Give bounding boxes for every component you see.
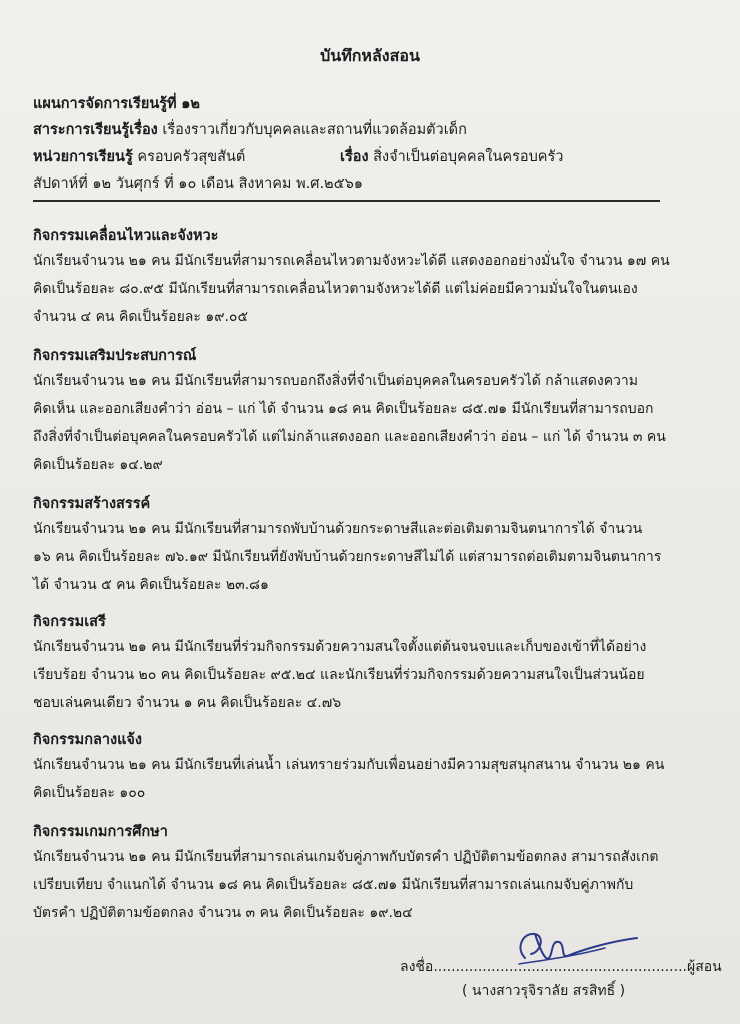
signer-name: ( นางสาวรุจิราลัย สรสิทธิ์ ) bbox=[462, 983, 626, 999]
section-heading: กิจกรรมกลางแจ้ง bbox=[33, 732, 142, 748]
section-line: นักเรียนจำนวน ๒๑ คน มีนักเรียนที่สามารถเล่นเกมจับคู่ภาพกับบัตรคำ ปฏิบัติตามข้อตกลง สามารถสังเกต bbox=[33, 849, 659, 865]
topic-row bbox=[340, 145, 563, 168]
section-line: ชอบเล่นคนเดียว จำนวน ๑ คน คิดเป็นร้อยละ ๔.๗๖ bbox=[33, 695, 342, 711]
subject-value: เรื่องราวเกี่ยวกับบุคคลและสถานที่แวดล้อมตัวเด็ก bbox=[162, 122, 467, 138]
section-line: นักเรียนจำนวน ๒๑ คน มีนักเรียนที่สามารถเคลื่อนไหวตามจังหวะได้ดี แสดงออกอย่างมั่นใจ จำนวน ๑๗ คน bbox=[33, 253, 670, 269]
section-line: นักเรียนจำนวน ๒๑ คน มีนักเรียนที่สามารถพับบ้านด้วยกระดาษสีและต่อเติมตามจินตนาการได้ จำนวน bbox=[33, 521, 643, 537]
section-line: ๑๖ คน คิดเป็นร้อยละ ๗๖.๑๙ มีนักเรียนที่ยังพับบ้านด้วยกระดาษสีไม่ได้ แต่สามารถต่อเติมตามจินตนาการ bbox=[33, 549, 662, 565]
subject-label: สาระการเรียนรู้เรื่อง bbox=[33, 122, 158, 138]
section-line: นักเรียนจำนวน ๒๑ คน มีนักเรียนที่ร่วมกิจกรรมด้วยความสนใจตั้งแต่ต้นจนจบและเก็บของเข้าที่ได้อย่าง bbox=[33, 639, 647, 655]
section-heading: กิจกรรมเสริมประสบการณ์ bbox=[33, 348, 197, 364]
section-line: จำนวน ๔ คน คิดเป็นร้อยละ ๑๙.๐๕ bbox=[33, 309, 249, 325]
section-line: เรียบร้อย จำนวน ๒๐ คน คิดเป็นร้อยละ ๙๕.๒๔ และนักเรียนที่ร่วมกิจกรรมด้วยความสนใจเป็นส่วนน้อย bbox=[33, 667, 645, 683]
section-heading: กิจกรรมเสรี bbox=[33, 614, 106, 630]
section-line: บัตรคำ ปฏิบัติตามข้อตกลง จำนวน ๓ คน คิดเป็นร้อยละ ๑๙.๒๔ bbox=[33, 905, 413, 921]
subject-row bbox=[33, 118, 467, 141]
section-line: นักเรียนจำนวน ๒๑ คน มีนักเรียนที่สามารถบอกถึงสิ่งที่จำเป็นต่อบุคคลในครอบครัวได้ กล้าแสดงความ bbox=[33, 373, 639, 389]
section-line: คิดเป็นร้อยละ ๘๐.๙๕ มีนักเรียนที่สามารถเคลื่อนไหวตามจังหวะได้ดี แต่ไม่ค่อยมีความมั่นใจในตนเอง bbox=[33, 281, 638, 297]
header-divider bbox=[33, 200, 660, 202]
week-date-line: สัปดาห์ที่ ๑๒ วันศุกร์ ที่ ๑๐ เดือน สิงหาคม พ.ศ.๒๕๖๑ bbox=[33, 176, 363, 192]
topic-label: เรื่อง bbox=[340, 149, 369, 165]
section-line: คิดเห็น และออกเสียงคำว่า อ่อน – แก่ ได้ จำนวน ๑๘ คน คิดเป็นร้อยละ ๘๕.๗๑ มีนักเรียนที่สามารถบอก bbox=[33, 401, 654, 417]
section-line: คิดเป็นร้อยละ ๑๔.๒๙ bbox=[33, 457, 163, 473]
section-heading: กิจกรรมสร้างสรรค์ bbox=[33, 496, 151, 512]
section-line: ถึงสิ่งที่จำเป็นต่อบุคคลในครอบครัวได้ แต่ไม่กล้าแสดงออก และออกเสียงคำว่า อ่อน – แก่ ได้ จำนวน ๓ คน bbox=[33, 429, 666, 445]
topic-value: สิ่งจำเป็นต่อบุคคลในครอบครัว bbox=[373, 149, 564, 165]
lesson-plan-number: ๑๒ bbox=[181, 96, 200, 112]
section-line: ได้ จำนวน ๕ คน คิดเป็นร้อยละ ๒๓.๘๑ bbox=[33, 577, 269, 593]
document-title: บันทึกหลังสอน bbox=[320, 46, 420, 65]
lesson-plan-row bbox=[33, 92, 200, 115]
unit-label: หน่วยการเรียนรู้ bbox=[33, 149, 133, 165]
signature-line: ลงชื่อ.........................................................ผู้สอน bbox=[400, 959, 722, 975]
unit-value: ครอบครัวสุขสันต์ bbox=[137, 149, 246, 165]
section-line: คิดเป็นร้อยละ ๑๐๐ bbox=[33, 785, 146, 801]
lesson-plan-label: แผนการจัดการเรียนรู้ที่ bbox=[33, 96, 177, 112]
section-heading: กิจกรรมเคลื่อนไหวและจังหวะ bbox=[33, 228, 219, 244]
section-line: เปรียบเทียบ จำแนกได้ จำนวน ๑๘ คน คิดเป็นร้อยละ ๘๕.๗๑ มีนักเรียนที่สามารถเล่นเกมจับคู่ภาพกับ bbox=[33, 877, 634, 893]
unit-row bbox=[33, 145, 245, 168]
section-heading: กิจกรรมเกมการศึกษา bbox=[33, 824, 168, 840]
section-line: นักเรียนจำนวน ๒๑ คน มีนักเรียนที่เล่นน้ำ เล่นทรายร่วมกับเพื่อนอย่างมีความสุขสนุกสนาน จำนวน ๒๑ คน bbox=[33, 757, 665, 773]
